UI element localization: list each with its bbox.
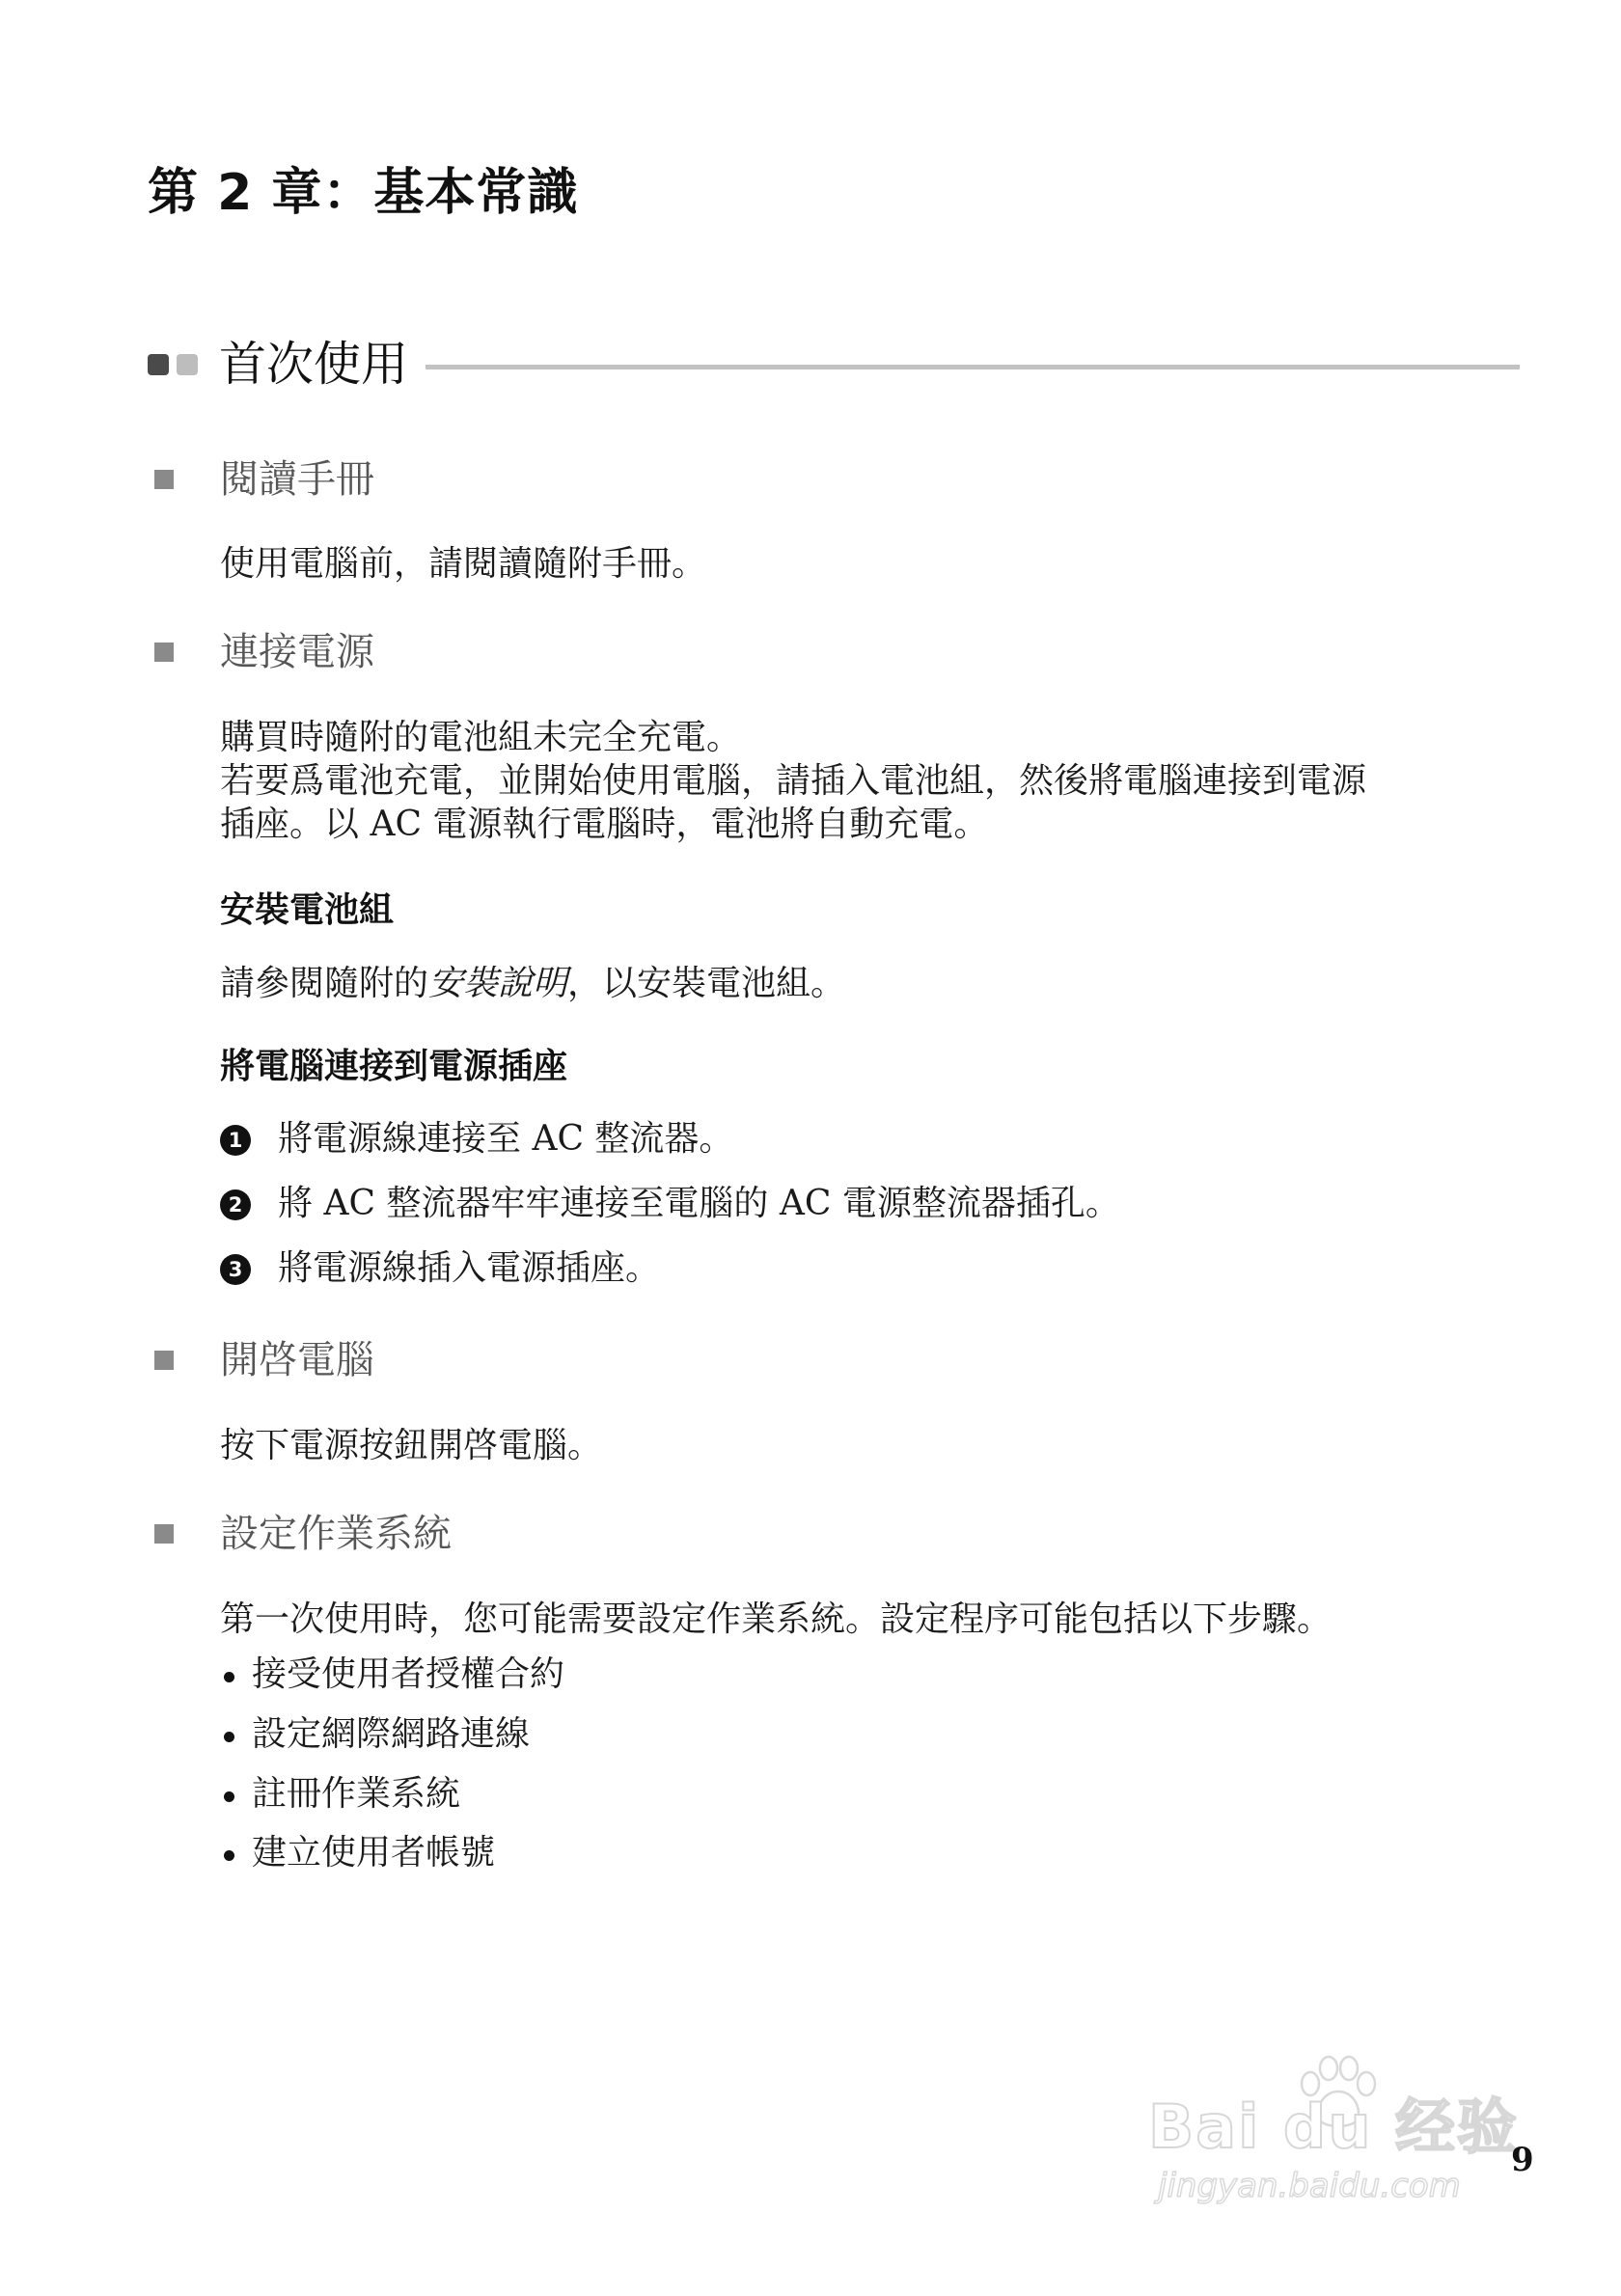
- subheading-os-setup: 設定作業系統: [220, 1512, 452, 1556]
- chapter-title: 第 2 章：基本常識: [148, 164, 579, 222]
- setup-instructions-title: 安裝說明: [428, 964, 568, 1003]
- list-item-text: 註冊作業系統: [252, 1774, 461, 1814]
- subheading-connect-power: 連接電源: [220, 630, 374, 674]
- section-marker-dark: [148, 354, 169, 375]
- connect-power-line-1: 購買時隨附的電池組未完全充電。: [220, 718, 742, 757]
- list-item-text: 設定網際網路連線: [252, 1714, 531, 1754]
- step-number-icon: 3: [220, 1254, 251, 1285]
- step-text: 將電源線插入電源插座。: [278, 1248, 661, 1288]
- install-battery-text-start: 請參閱隨附的: [220, 964, 429, 1003]
- install-battery-text: [220, 960, 845, 1007]
- square-bullet-icon: [154, 470, 174, 489]
- bullet-dot-icon: [224, 1791, 234, 1802]
- list-item-text: 接受使用者授權合約: [252, 1654, 565, 1694]
- bullet-dot-icon: [224, 1732, 234, 1742]
- subheading-power-on: 開啓電腦: [220, 1338, 374, 1382]
- connect-power-line-3: 插座。以 AC 電源執行電腦時，電池將自動充電。: [220, 805, 989, 844]
- square-bullet-icon: [154, 1524, 174, 1544]
- section-divider: [426, 365, 1520, 369]
- power-on-text: 按下電源按鈕開啓電腦。: [220, 1426, 603, 1465]
- step-number-icon: 1: [220, 1125, 251, 1156]
- watermark-url: jingyan.baidu.com: [1158, 2167, 1461, 2205]
- list-item-text: 建立使用者帳號: [252, 1833, 496, 1872]
- baidu-watermark: [1148, 2055, 1573, 2209]
- section-title: 首次使用: [219, 337, 409, 392]
- step-text: 將 AC 整流器牢牢連接至電腦的 AC 電源整流器插孔。: [278, 1184, 1120, 1223]
- connect-power-line-2: 若要爲電池充電，並開始使用電腦，請插入電池組，然後將電腦連接到電源: [220, 761, 1367, 801]
- subheading-read-manual: 閱讀手冊: [220, 457, 374, 502]
- step-number-icon: 2: [220, 1189, 251, 1220]
- heading-install-battery: 安裝電池組: [220, 890, 395, 930]
- page-number: 9: [1511, 2141, 1534, 2179]
- section-marker-light: [177, 354, 198, 375]
- heading-connect-outlet: 將電腦連接到電源插座: [220, 1047, 568, 1086]
- os-setup-intro: 第一次使用時，您可能需要設定作業系統。設定程序可能包括以下步驟。: [220, 1599, 1333, 1639]
- bullet-dot-icon: [224, 1850, 234, 1861]
- square-bullet-icon: [154, 1351, 174, 1370]
- read-manual-text: 使用電腦前，請閱讀隨附手冊。: [220, 544, 707, 584]
- step-text: 將電源線連接至 AC 整流器。: [278, 1119, 734, 1159]
- install-battery-text-end: ，以安裝電池組。: [567, 964, 846, 1003]
- watermark-logo-text: Bai du 经验: [1148, 2091, 1520, 2162]
- square-bullet-icon: [154, 642, 174, 662]
- bullet-dot-icon: [224, 1672, 234, 1682]
- section-header: [148, 333, 1527, 400]
